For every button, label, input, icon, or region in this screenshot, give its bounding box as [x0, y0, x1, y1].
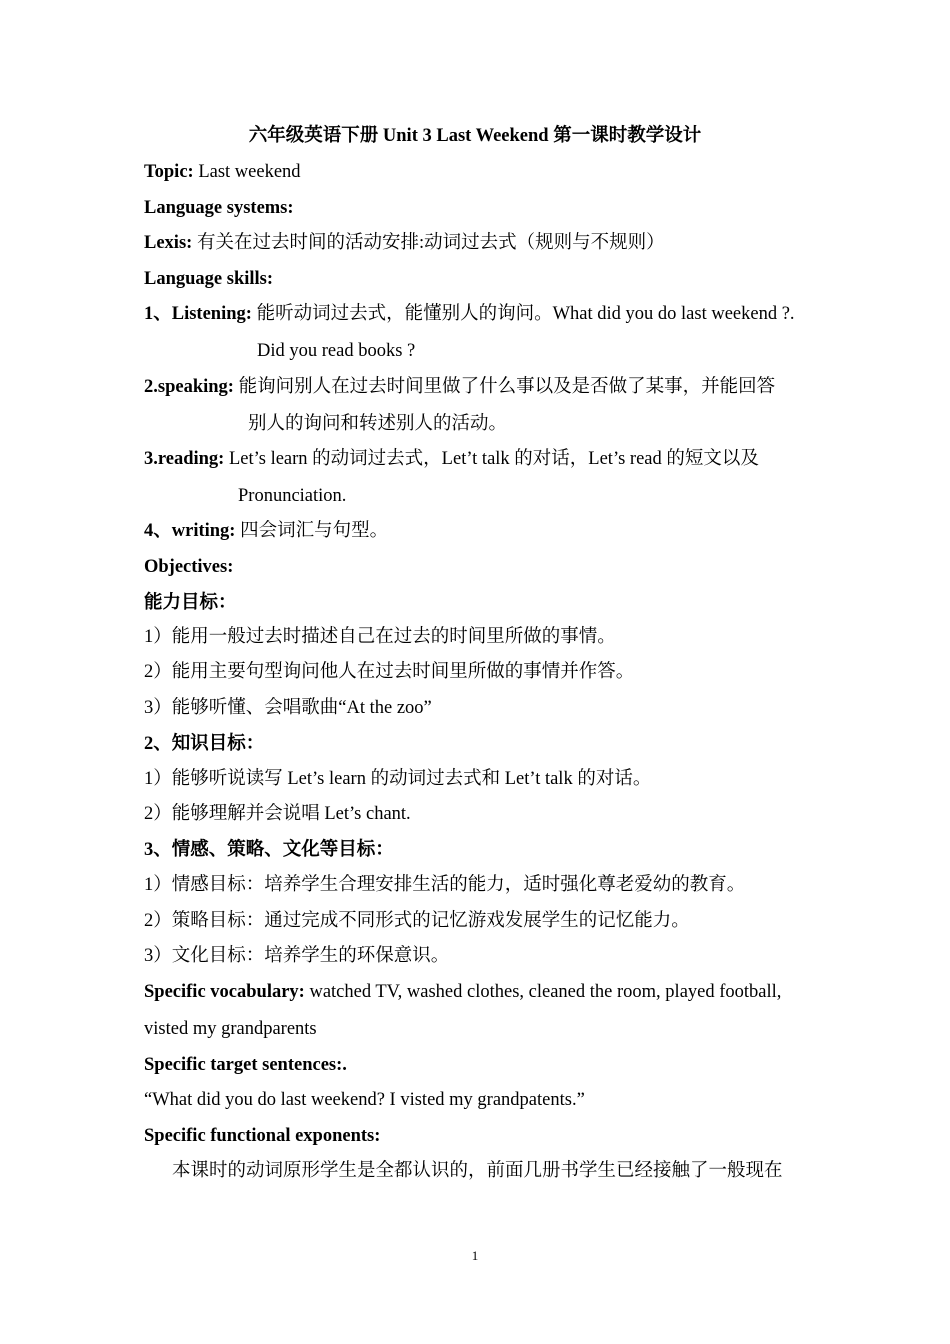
listening-text: 能听动词过去式，能懂别人的询问。What did you do last weekend ?.	[251, 304, 795, 324]
reading-continuation: Pronunciation.	[238, 486, 347, 506]
writing-text: 四会词汇与句型。	[235, 521, 389, 541]
reading-text: Let’s learn 的动词过去式，Let’t talk 的对话，Let’s read 的短文以及	[224, 449, 759, 469]
topic-line	[144, 159, 810, 185]
list-item: 2）能够理解并会说唱 Let’s chant.	[144, 804, 411, 824]
list-item: 2）策略目标：通过完成不同形式的记忆游戏发展学生的记忆能力。	[144, 911, 690, 931]
list-item: 3）能够听懂、会唱歌曲“At the zoo”	[144, 698, 432, 718]
page-number: 1	[471, 1248, 479, 1263]
list-item: 1）情感目标：培养学生合理安排生活的能力，适时强化尊老爱幼的教育。	[144, 875, 746, 895]
reading-line	[144, 446, 810, 472]
speaking-line	[144, 374, 810, 400]
lexis-label: Lexis:	[144, 233, 193, 253]
writing-label: 4、writing:	[144, 521, 236, 541]
functional-text: 本课时的动词原形学生是全都认识的，前面几册书学生已经接触了一般现在	[172, 1161, 783, 1181]
target-sentences-heading: Specific target sentences:.	[144, 1055, 347, 1075]
reading-label: 3.reading:	[144, 449, 225, 469]
document-title: 六年级英语下册 Unit 3 Last Weekend 第一课时教学设计	[248, 126, 702, 146]
ability-heading: 能力目标：	[144, 593, 237, 613]
vocabulary-label: Specific vocabulary:	[144, 982, 305, 1002]
speaking-text: 能询问别人在过去时间里做了什么事以及是否做了某事，并能回答	[233, 377, 776, 397]
speaking-continuation: 别人的询问和转述别人的活动。	[248, 414, 508, 434]
topic-label: Topic:	[144, 162, 194, 182]
speaking-label: 2.speaking:	[144, 377, 234, 397]
vocabulary-continuation: visted my grandparents	[144, 1019, 317, 1039]
list-item: 3）文化目标：培养学生的环保意识。	[144, 946, 450, 966]
lexis-text: 有关在过去时间的活动安排:动词过去式（规则与不规则）	[192, 233, 665, 253]
listening-continuation: Did you read books ?	[257, 341, 416, 361]
lexis-line	[144, 230, 810, 256]
vocabulary-text: watched TV, washed clothes, cleaned the room, played football,	[304, 982, 782, 1002]
objectives-heading: Objectives:	[144, 557, 234, 577]
language-skills-heading: Language skills:	[144, 269, 274, 289]
knowledge-heading: 2、知识目标：	[144, 734, 265, 754]
language-systems-heading: Language systems:	[144, 198, 294, 218]
target-sentences-text: “What did you do last weekend? I visted my grandpatents.”	[144, 1090, 585, 1110]
list-item: 1）能够听说读写 Let’s learn 的动词过去式和 Let’t talk 的对话。	[144, 769, 652, 789]
topic-text: Last weekend	[193, 162, 301, 182]
writing-line	[144, 518, 810, 544]
listening-line	[144, 301, 810, 327]
list-item: 1）能用一般过去时描述自己在过去的时间里所做的事情。	[144, 627, 616, 647]
functional-heading: Specific functional exponents:	[144, 1126, 381, 1146]
emotion-heading: 3、情感、策略、文化等目标：	[144, 840, 394, 860]
vocabulary-line	[144, 979, 810, 1005]
list-item: 2）能用主要句型询问他人在过去时间里所做的事情并作答。	[144, 662, 635, 682]
listening-label: 1、Listening:	[144, 304, 252, 324]
